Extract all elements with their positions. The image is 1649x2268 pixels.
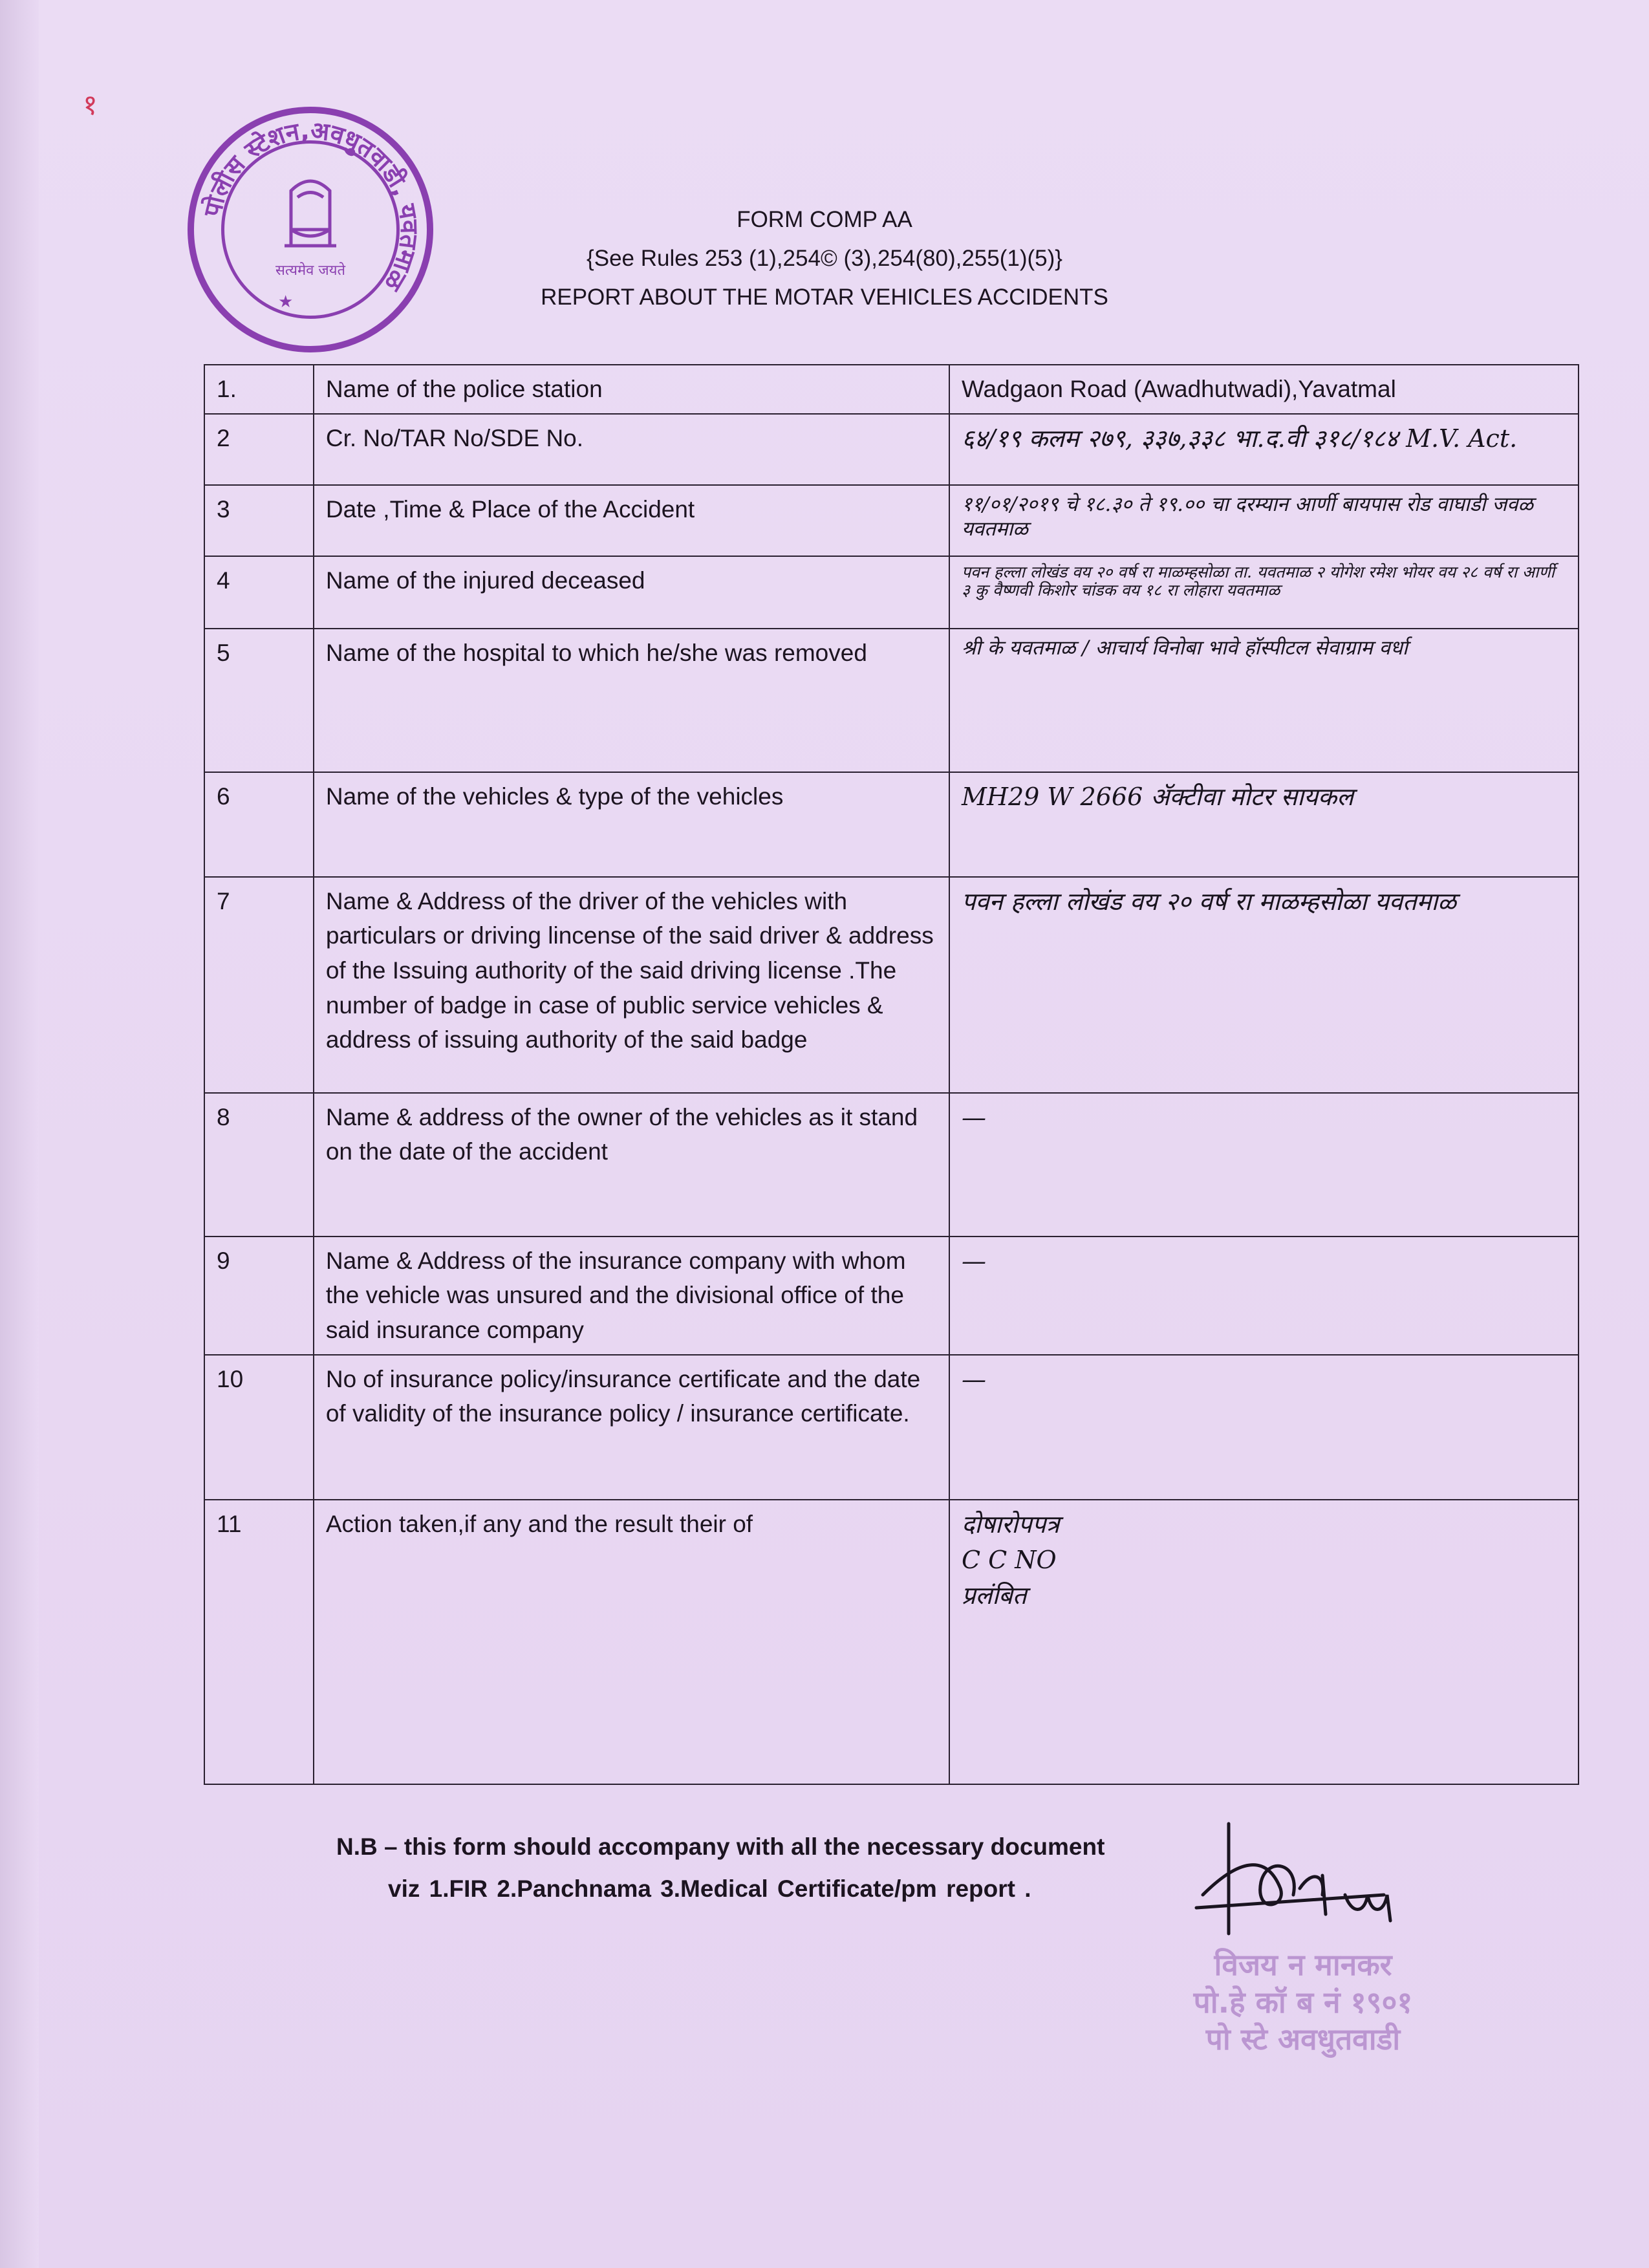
svg-text:★: ★ — [278, 292, 294, 312]
table-row — [204, 365, 1579, 414]
table-row — [204, 1093, 1579, 1237]
action-line: दोषारोपपत्र — [961, 1509, 1060, 1539]
row-number: 1. — [204, 365, 314, 414]
row-value-handwritten: MH29 W 2666 ॲक्टीवा मोटर सायकल — [949, 772, 1579, 877]
row-label: Name of the vehicles & type of the vehicles — [314, 772, 949, 877]
table-row — [204, 414, 1579, 485]
table-row — [204, 877, 1579, 1093]
accident-report-table — [204, 364, 1579, 1785]
police-station-seal — [188, 107, 433, 352]
action-line: प्रलंबित — [961, 1581, 1027, 1610]
table-row — [204, 629, 1579, 772]
row-number: 4 — [204, 556, 314, 629]
row-label: Name & address of the owner of the vehicles as it stand on the date of the accident — [314, 1093, 949, 1237]
table-row — [204, 772, 1579, 877]
stamp-line: पो.हे कॉ ब नं १९०१ — [1193, 1984, 1413, 2020]
form-subtitle: REPORT ABOUT THE MOTAR VEHICLES ACCIDENTS — [541, 285, 1108, 310]
national-emblem-icon — [194, 113, 427, 346]
row-number: 2 — [204, 414, 314, 485]
action-line: C C NO — [961, 1545, 1057, 1574]
row-number: 8 — [204, 1093, 314, 1237]
form-title: FORM COMP AA — [737, 207, 912, 232]
row-label: Name of the hospital to which he/she was removed — [314, 629, 949, 772]
table-row — [204, 1500, 1579, 1784]
paper-edge-shadow — [0, 0, 39, 2268]
row-value-handwritten: — — [949, 1237, 1579, 1355]
row-value-handwritten: — — [949, 1355, 1579, 1500]
row-label: Name & Address of the driver of the vehicles with particulars or driving lincense of the said driver & address of the Issuing authority of the said driving license .The number of badge in case of public service vehicles & address of issuing authority of the said badge — [314, 877, 949, 1093]
row-value: Wadgaon Road (Awadhutwadi),Yavatmal — [949, 365, 1579, 414]
row-value-handwritten: पवन हल्ला लोखंड वय २० वर्ष रा माळम्हसोळा ता. यवतमाळ २ योगेश रमेश भोयर वय २८ वर्ष रा आर्णी ३ कु वैष्णवी किशोर चांडक वय १८ रा लोहारा यवतमाळ — [949, 556, 1579, 629]
officer-name-stamp — [1151, 1947, 1455, 2058]
row-number: 6 — [204, 772, 314, 877]
row-number: 9 — [204, 1237, 314, 1355]
table-row — [204, 1355, 1579, 1500]
stamp-line: पो स्टे अवधुतवाडी — [1205, 2022, 1401, 2057]
row-value-handwritten — [949, 1500, 1579, 1784]
row-label: Date ,Time & Place of the Accident — [314, 485, 949, 556]
row-value-handwritten: ११/०१/२०१९ चे १८.३० ते १९.०० चा दरम्यान आर्णी बायपास रोड वाघाडी जवळ यवतमाळ — [949, 485, 1579, 556]
row-number: 11 — [204, 1500, 314, 1784]
row-label: Cr. No/TAR No/SDE No. — [314, 414, 949, 485]
row-label: Name of the police station — [314, 365, 949, 414]
row-number: 3 — [204, 485, 314, 556]
row-value-handwritten: पवन हल्ला लोखंड वय २० वर्ष रा माळम्हसोळा यवतमाळ — [949, 877, 1579, 1093]
row-label: Name of the injured deceased — [314, 556, 949, 629]
form-rules: {See Rules 253 (1),254© (3),254(80),255(1)(5)} — [587, 246, 1062, 271]
row-label: No of insurance policy/insurance certificate and the date of validity of the insurance policy / insurance certificate. — [314, 1355, 949, 1500]
page-number-mark: १ — [83, 89, 98, 122]
table-row — [204, 1237, 1579, 1355]
row-value-handwritten: ६४/१९ कलम २७९, ३३७,३३८ भा.द.वी ३१८/१८४ M.V. Act. — [949, 414, 1579, 485]
row-label: Name & Address of the insurance company with whom the vehicle was unsured and the divisional office of the said insurance company — [314, 1237, 949, 1355]
row-label: Action taken,if any and the result their of — [314, 1500, 949, 1784]
officer-signature-icon — [1190, 1817, 1436, 1947]
table-row — [204, 556, 1579, 629]
row-number: 5 — [204, 629, 314, 772]
row-value-handwritten: — — [949, 1093, 1579, 1237]
table-row — [204, 485, 1579, 556]
row-value-handwritten: श्री के यवतमाळ / आचार्य विनोबा भावे हॉस्पीटल सेवाग्राम वर्धा — [949, 629, 1579, 772]
seal-ring-text: पोलीस स्टेशन,अवधुतवाडी, यवतमाळ — [198, 116, 424, 296]
footnote-line-2: viz 1.FIR 2.Panchnama 3.Medical Certificate/pm report . — [388, 1875, 1031, 1902]
seal-motto: सत्यमेव जयते — [275, 263, 346, 279]
stamp-line: विजय न मानकर — [1214, 1947, 1392, 1982]
row-number: 10 — [204, 1355, 314, 1500]
row-number: 7 — [204, 877, 314, 1093]
footnote-line-1: N.B – this form should accompany with all the necessary document — [336, 1833, 1105, 1860]
